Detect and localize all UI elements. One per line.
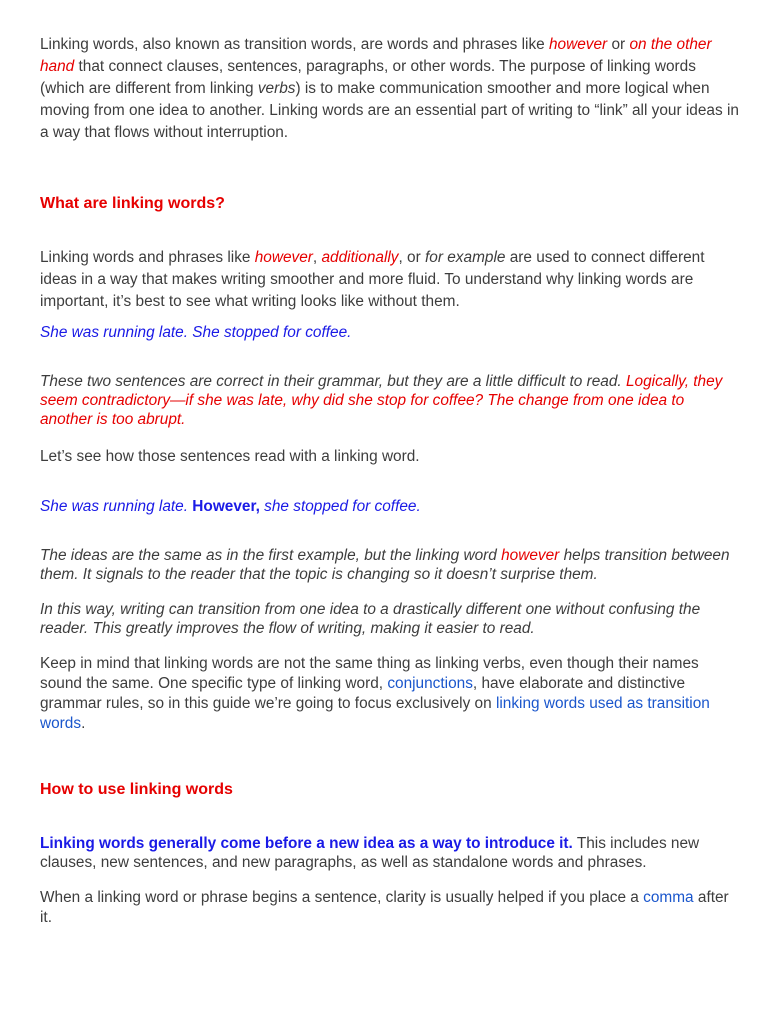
explanation-highlight: Logically, they seem contradictory—if she was late, why did she stop for coffee? The change from one idea to another is too abrupt. xyxy=(40,373,723,428)
paragraph-text: are used to connect different ideas in a way that makes writing smoother and more fluid. To understand why linking words are important, it’s best to see what writing looks like without them. xyxy=(40,249,705,310)
usage-text: This includes new clauses, new sentences, and new paragraphs, as well as standalone words and phrases. xyxy=(40,835,700,871)
example-word-additionally: additionally xyxy=(321,249,399,266)
intro-text: Linking words, also known as transition words, are words and phrases like xyxy=(40,36,549,53)
example-text: She was running late. xyxy=(40,498,193,515)
comparison-text: The ideas are the same as in the first example, but the linking word xyxy=(40,547,502,564)
paragraph-text: , or xyxy=(398,249,426,266)
example-phrase-on-the-other-hand: on the other hand xyxy=(40,36,712,75)
paragraph-text: , have elaborate and distinctive grammar rules, so in this guide we’re going to focus exclusively on xyxy=(40,675,686,712)
section-heading-how-to-use-linking-words: How to use linking words xyxy=(40,781,233,798)
usage-paragraph xyxy=(40,834,740,872)
intro-text: or xyxy=(607,36,630,53)
explanation-text: These two sentences are correct in their grammar, but they are a little difficult to read. xyxy=(40,373,626,390)
paragraph-text: Keep in mind that linking words are not the same thing as linking verbs, even though their names sound the same. One specific type of linking word, xyxy=(40,655,699,692)
highlight-however: however xyxy=(501,547,560,564)
conjunctions-link[interactable]: conjunctions xyxy=(387,675,473,692)
comma-text: after it. xyxy=(40,889,729,926)
definition-paragraph xyxy=(40,247,740,313)
comma-link[interactable]: comma xyxy=(643,889,694,906)
intro-text: ) is to make communication smoother and more logical when moving from one idea to another. Linking words are an essential part of writing to “link” all your ideas in a way that flows without interruption. xyxy=(40,80,739,141)
example-word-however: however xyxy=(549,36,608,53)
example-text: she stopped for coffee. xyxy=(259,498,421,515)
example-word-however: however xyxy=(254,249,313,266)
comparison-paragraph xyxy=(40,546,740,584)
explanation-paragraph xyxy=(40,372,740,429)
paragraph-text: , xyxy=(312,249,322,266)
example-sentence-without-linking-word: She was running late. She stopped for coffee. xyxy=(40,324,352,341)
linking-word-however: However, xyxy=(192,498,260,515)
intro-text: that connect clauses, sentences, paragraphs, or other words. The purpose of linking words (which are different from linking xyxy=(40,58,696,97)
conjunctions-paragraph xyxy=(40,654,740,734)
section-heading-what-are-linking-words: What are linking words? xyxy=(40,195,225,212)
paragraph-text: . xyxy=(81,715,86,732)
transition-sentence: Let’s see how those sentences read with a linking word. xyxy=(40,448,420,465)
paragraph-text: Linking words and phrases like xyxy=(40,249,255,266)
summary-paragraph: In this way, writing can transition from one idea to a drastically different one without confusing the reader. This greatly improves the flow of writing, making it easier to read. xyxy=(40,601,701,637)
usage-rule-highlight: Linking words generally come before a new idea as a way to introduce it. xyxy=(40,835,573,852)
linking-words-transition-link[interactable]: linking words used as transition words xyxy=(40,695,710,732)
comma-text: When a linking word or phrase begins a sentence, clarity is usually helped if you place a xyxy=(40,889,644,906)
emphasis-verbs: verbs xyxy=(257,80,296,97)
comparison-text: helps transition between them. It signals to the reader that the topic is changing so it doesn’t surprise them. xyxy=(40,547,730,583)
example-sentence-with-linking-word xyxy=(40,496,740,518)
example-phrase-for-example: for example xyxy=(425,249,506,266)
comma-paragraph xyxy=(40,888,740,928)
intro-paragraph xyxy=(40,34,740,144)
